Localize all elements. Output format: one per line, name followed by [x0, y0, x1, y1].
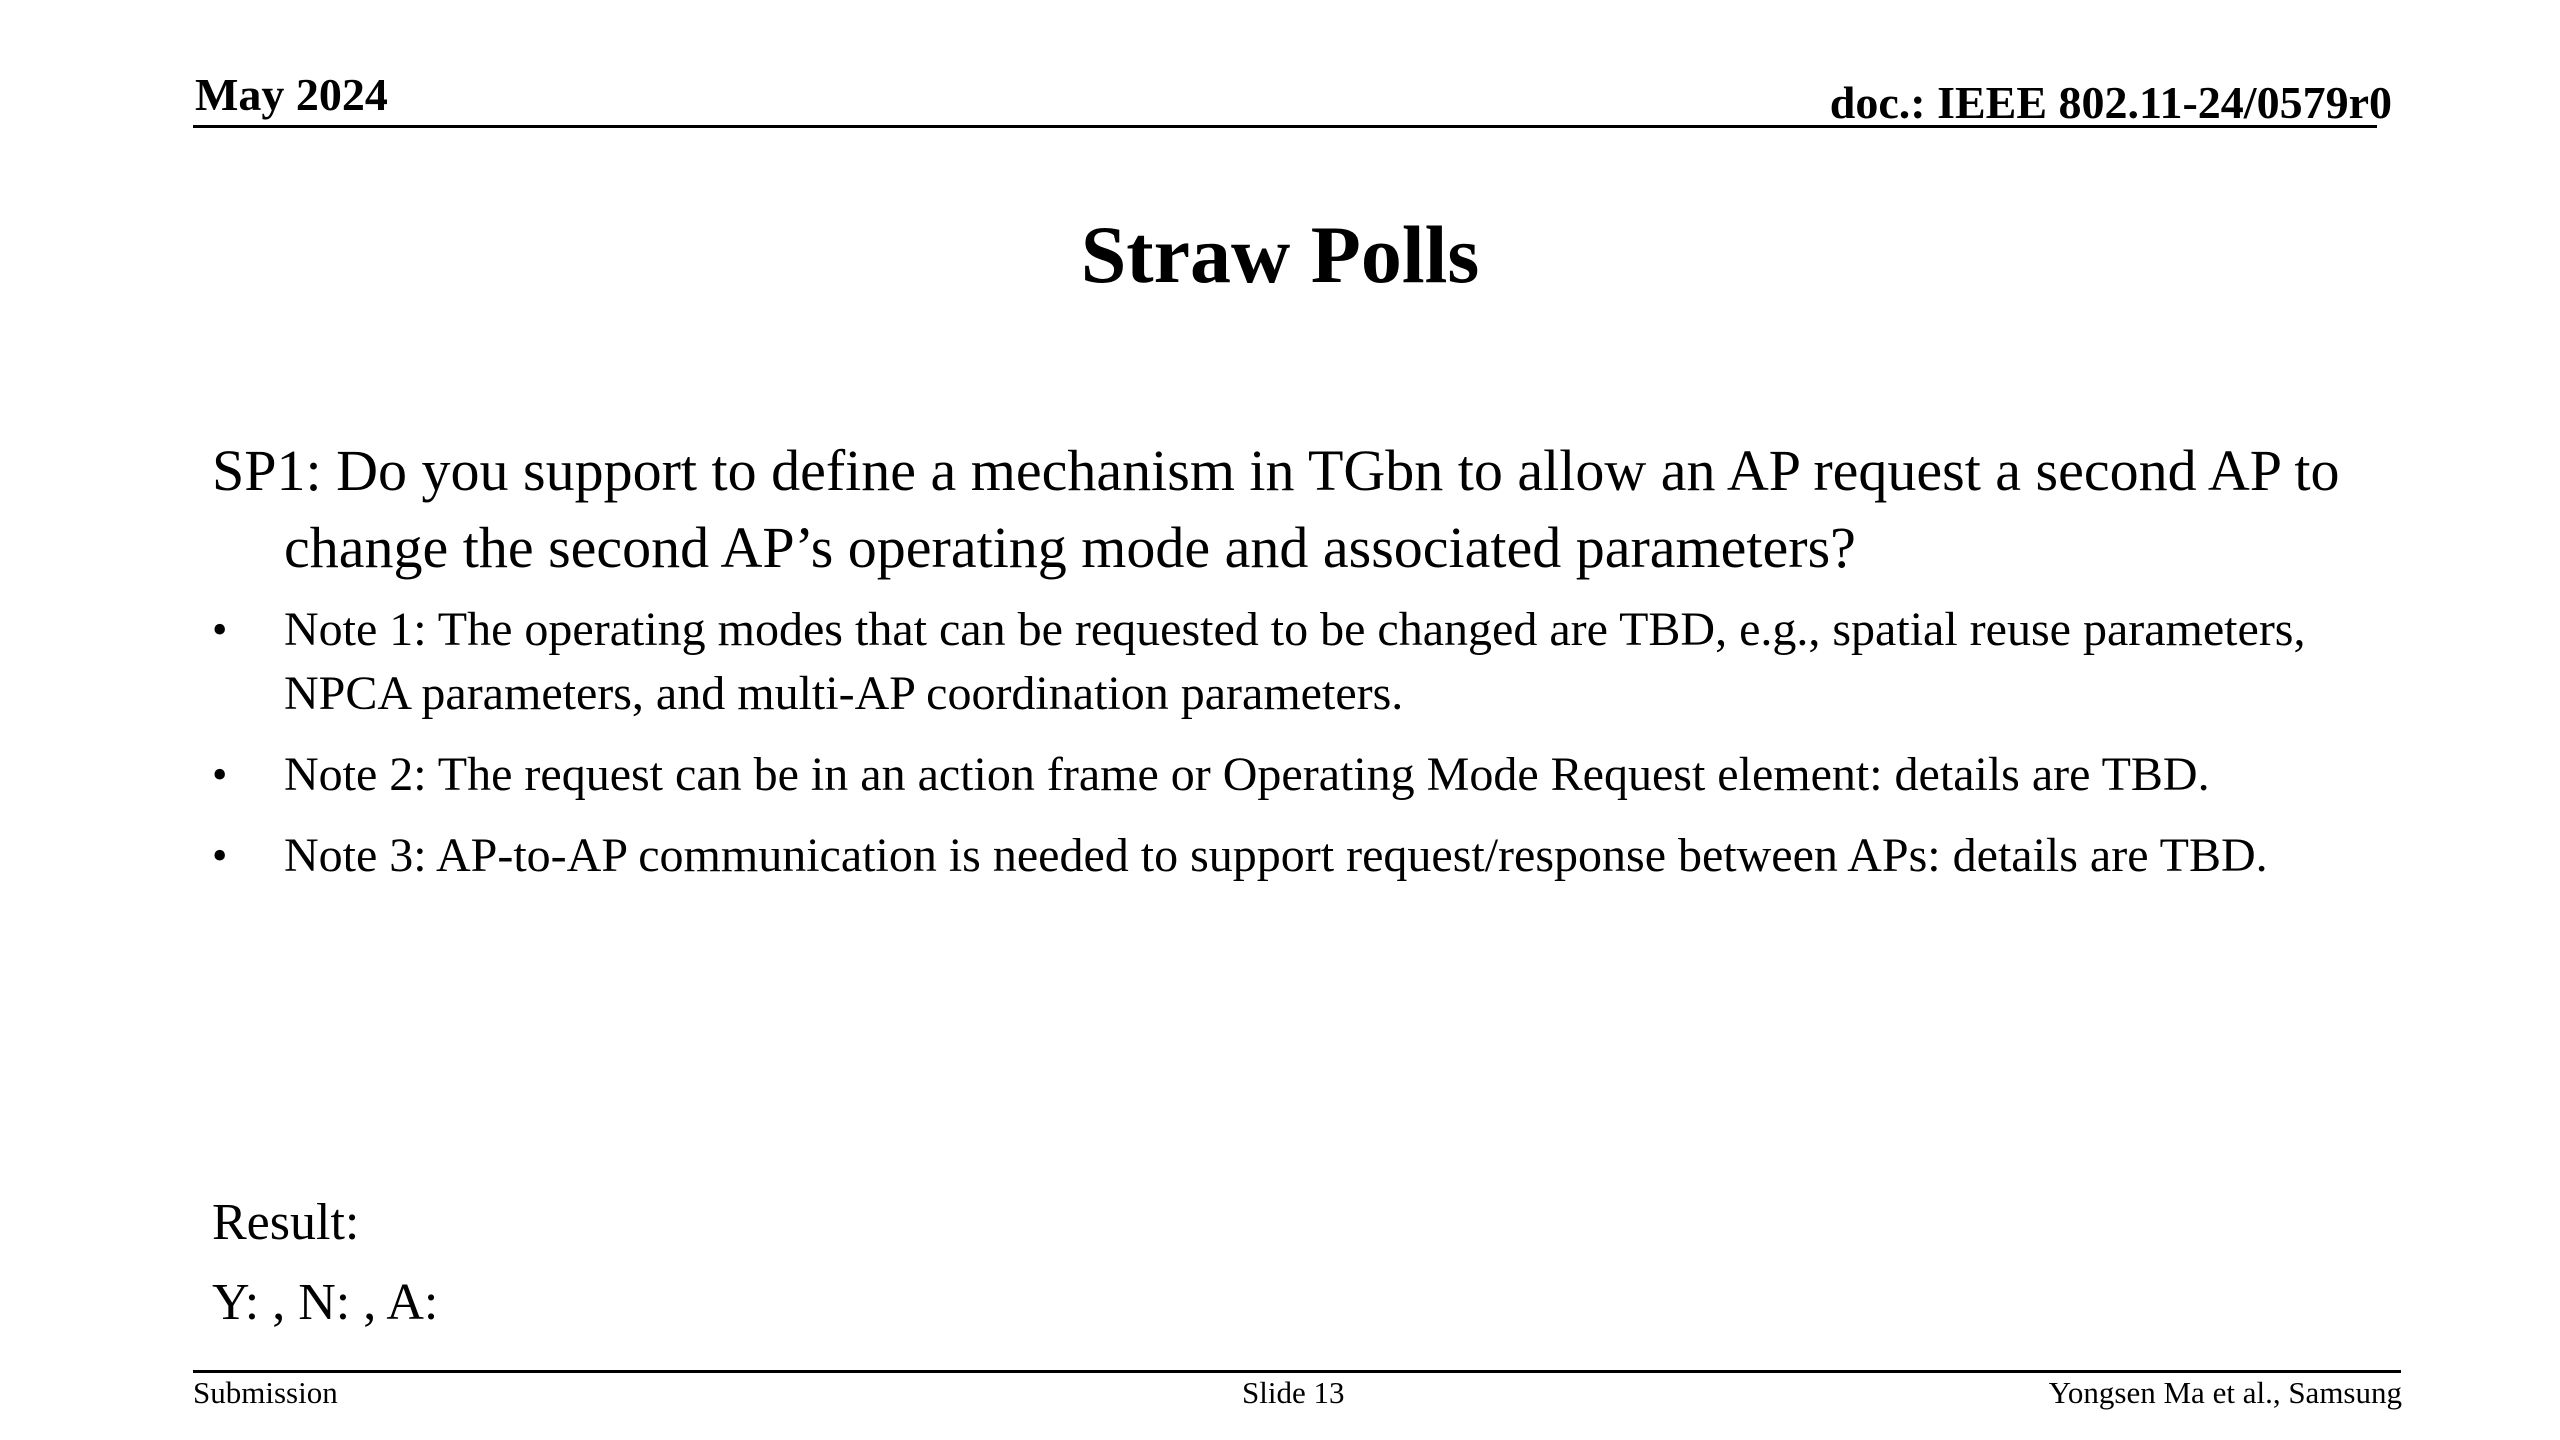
header-date: May 2024: [195, 69, 388, 120]
footer-author: Yongsen Ma et al., Samsung: [2048, 1375, 2402, 1410]
footer-divider: [193, 1370, 2401, 1373]
note-text: Note 3: AP-to-AP communication is needed to support request/response between APs: details are TBD.: [284, 829, 2268, 882]
header-doc-id: doc.: IEEE 802.11-24/0579r0: [1829, 77, 2392, 128]
result-values: Y: , N: , A:: [212, 1274, 439, 1331]
result-label: Result:: [212, 1194, 360, 1251]
slide-body: [212, 432, 2392, 905]
header-divider: [193, 125, 2377, 128]
footer-submission: Submission: [193, 1375, 338, 1410]
bullet-icon: •: [212, 605, 228, 654]
bullet-icon: •: [212, 831, 228, 880]
note-item: [212, 743, 2392, 807]
note-text: Note 1: The operating modes that can be requested to be changed are TBD, e.g., spatial reuse parameters, NPCA parameters, and multi-AP coordination parameters.: [284, 603, 2306, 720]
notes-list: [212, 598, 2392, 888]
note-item: [212, 824, 2392, 888]
bullet-icon: •: [212, 750, 228, 799]
footer-slide-number: Slide 13: [1242, 1375, 1345, 1410]
note-text: Note 2: The request can be in an action frame or Operating Mode Request element: details are TBD.: [284, 748, 2210, 801]
note-item: [212, 598, 2392, 726]
straw-poll-question: SP1: Do you support to define a mechanism in TGbn to allow an AP request a second AP to change the second AP’s operating mode and associated parameters?: [212, 438, 2340, 580]
slide-title: Straw Polls: [1080, 209, 1480, 300]
